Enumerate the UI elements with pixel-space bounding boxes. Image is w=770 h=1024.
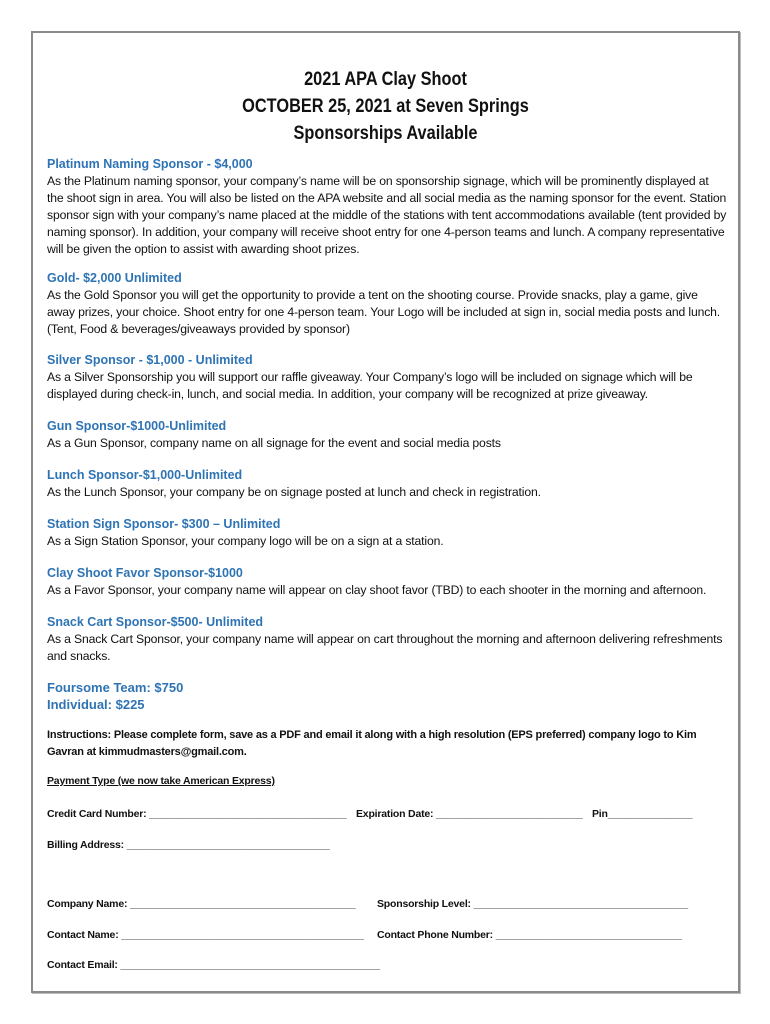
- sponsor-heading: Platinum Naming Sponsor - $4,000: [47, 157, 253, 171]
- sponsor-platinum: [47, 156, 727, 258]
- individual-price: Individual: $225: [47, 697, 145, 712]
- contact-name-field[interactable]: Contact Name: ___________________________________________: [47, 929, 364, 941]
- document-frame: [31, 31, 740, 993]
- company-name-field[interactable]: Company Name: ________________________________________: [47, 898, 356, 910]
- title-line-1: 2021 APA Clay Shoot: [304, 69, 467, 90]
- sponsor-heading: Gold- $2,000 Unlimited: [47, 271, 182, 285]
- document-title: [33, 66, 738, 147]
- payment-type-label: Payment Type (we now take American Express): [47, 775, 275, 787]
- payment-row: [47, 808, 727, 824]
- title-line-2: OCTOBER 25, 2021 at Seven Springs: [242, 96, 529, 117]
- credit-card-field[interactable]: Credit Card Number: ___________________________________: [47, 808, 347, 820]
- sponsor-description: As a Sign Station Sponsor, your company logo will be on a sign at a station.: [47, 534, 444, 548]
- sponsor-heading: Clay Shoot Favor Sponsor-$1000: [47, 566, 243, 580]
- instructions: Instructions: Please complete form, save as a PDF and email it along with a high resolution (EPS preferred) company logo to Kim Gavran at kimmudmasters@gmail.com.: [47, 729, 697, 758]
- company-row: [47, 898, 727, 914]
- sponsor-heading: Lunch Sponsor-$1,000-Unlimited: [47, 468, 243, 482]
- sponsor-description: As the Platinum naming sponsor, your company’s name will be on sponsorship signage, which will be prominently displayed at the shoot sign in area. You will also be listed on the APA website and all social media as the naming sponsor for the event. Station sponsor sign with your company’s name placed at the middle of the stations with tent accommodations available (tent provided by naming sponsor). In addition, your company will receive shoot entry for one 4-person teams and lunch. A company representative will be given the option to assist with awarding shoot prizes.: [47, 174, 727, 256]
- sponsor-description: As the Gold Sponsor you will get the opportunity to provide a tent on the shooting course. Provide snacks, play a game, give away prizes, your choice. Shoot entry for one 4-person team. Your Logo will be included at sign in, social media posts and lunch. (Tent, Food & beverages/giveaways provided by sponsor): [47, 288, 721, 336]
- sponsor-heading: Silver Sponsor - $1,000 - Unlimited: [47, 353, 253, 367]
- sponsor-gold: [47, 270, 727, 338]
- sponsor-clay-favor: [47, 565, 727, 599]
- sponsorship-level-field[interactable]: Sponsorship Level: ______________________________________: [377, 898, 688, 910]
- sponsor-gun: [47, 418, 727, 452]
- sponsor-lunch: [47, 467, 727, 501]
- sponsor-silver: [47, 352, 727, 403]
- foursome-price: Foursome Team: $750: [47, 680, 184, 695]
- sponsor-heading: Station Sign Sponsor- $300 – Unlimited: [47, 517, 281, 531]
- pricing: [47, 679, 727, 713]
- expiration-date-field[interactable]: Expiration Date: __________________________: [356, 808, 583, 820]
- contact-row: [47, 929, 727, 945]
- title-line-3: Sponsorships Available: [293, 123, 478, 144]
- sponsor-description: As a Gun Sponsor, company name on all signage for the event and social media posts: [47, 436, 501, 450]
- sponsor-description: As the Lunch Sponsor, your company be on signage posted at lunch and check in registration.: [47, 485, 541, 499]
- sponsor-station-sign: [47, 516, 727, 550]
- sponsor-description: As a Snack Cart Sponsor, your company name will appear on cart throughout the morning and afternoon delivering refreshments and snacks.: [47, 632, 723, 663]
- sponsor-description: As a Silver Sponsorship you will support our raffle giveaway. Your Company’s logo will be included on signage which will be displayed during check-in, lunch, and social media. In addition, your company will be recognized at prize giveaway.: [47, 370, 693, 401]
- sponsor-snack-cart: [47, 614, 727, 665]
- sponsor-heading: Snack Cart Sponsor-$500- Unlimited: [47, 615, 264, 629]
- sponsor-description: As a Favor Sponsor, your company name will appear on clay shoot favor (TBD) to each shooter in the morning and afternoon.: [47, 583, 707, 597]
- pin-field[interactable]: Pin_______________: [592, 808, 693, 820]
- contact-phone-field[interactable]: Contact Phone Number: _________________________________: [377, 929, 682, 941]
- contact-email-field[interactable]: Contact Email: ______________________________________________: [47, 959, 380, 971]
- billing-address-field[interactable]: Billing Address: ____________________________________: [47, 839, 330, 851]
- sponsor-heading: Gun Sponsor-$1000-Unlimited: [47, 419, 227, 433]
